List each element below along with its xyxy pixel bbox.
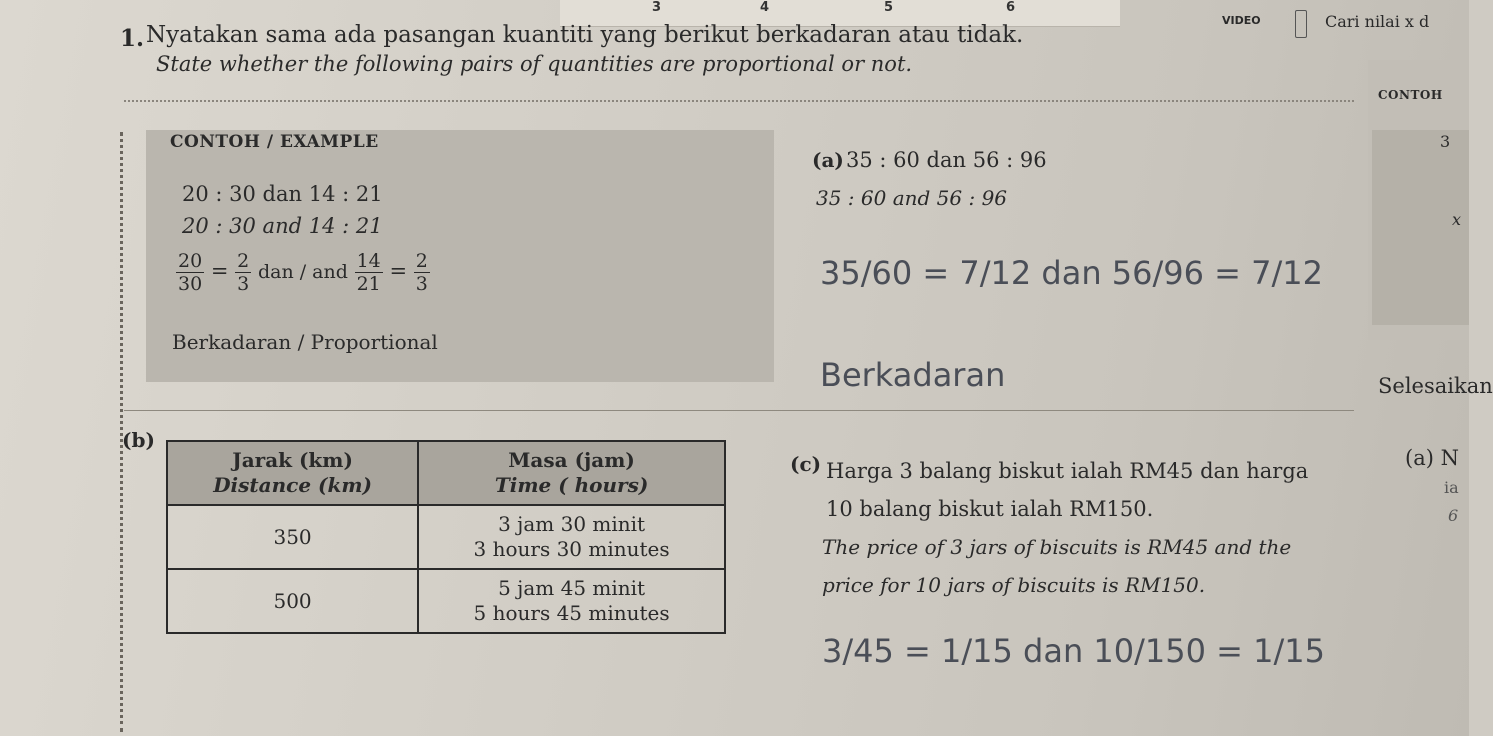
side-instruction-fragment: Cari nilai x d	[1325, 12, 1430, 31]
example-line-ms: 20 : 30 dan 14 : 21	[182, 182, 383, 206]
fraction: $\frac{2}{3}$	[415, 250, 428, 295]
table-header: Jarak (km) Distance (km)	[167, 441, 418, 505]
bookmark-icon	[1295, 10, 1307, 38]
section-divider	[124, 410, 1354, 411]
fraction: $\frac{2}{3}$	[237, 250, 250, 295]
tab-number: 6	[1006, 0, 1016, 15]
table-cell: 500	[167, 569, 418, 633]
table-cell: 3 jam 30 minit 3 hours 30 minutes	[418, 505, 725, 569]
part-a-label: (a)	[812, 148, 844, 172]
handwritten-answer-c: 3/45 = 1/15 dan 10/150 = 1/15	[822, 632, 1326, 670]
question-text-ms: Nyatakan sama ada pasangan kuantiti yang berikut berkadaran atau tidak.	[146, 22, 1024, 48]
part-b-label: (b)	[122, 428, 155, 452]
tab-number: 4	[760, 0, 770, 15]
fraction: $\frac{14}{21}$	[356, 250, 381, 295]
fraction: $\frac{20}{30}$	[178, 250, 203, 295]
example-fractions: $\frac{20}{30}$ = $\frac{2}{3}$ dan / and $\frac{14}{21}$ = $\frac{2}{3}$	[178, 250, 428, 295]
question-number: 1.	[120, 25, 145, 52]
part-c-label: (c)	[790, 452, 822, 476]
example-conclusion: Berkadaran / Proportional	[172, 330, 438, 354]
tab-number: 3	[652, 0, 662, 15]
handwritten-conclusion-a: Berkadaran	[820, 356, 1006, 394]
table-cell: 350	[167, 505, 418, 569]
table-cell: 5 jam 45 minit 5 hours 45 minutes	[418, 569, 725, 633]
right-fragment: 3	[1440, 132, 1451, 151]
dotted-divider	[124, 100, 1354, 102]
example-line-en: 20 : 30 and 14 : 21	[182, 214, 383, 238]
handwritten-answer-a: 35/60 = 7/12 dan 56/96 = 7/12	[820, 254, 1324, 292]
part-a-text-ms: 35 : 60 dan 56 : 96	[846, 148, 1047, 172]
distance-time-table	[166, 440, 726, 634]
video-logo: VIDEO	[1222, 14, 1261, 27]
question-text-en: State whether the following pairs of quantities are proportional or not.	[156, 52, 913, 76]
table-row	[167, 569, 725, 633]
connector: dan / and	[257, 261, 348, 283]
table-header-row	[167, 441, 725, 505]
right-fragment: ia	[1444, 478, 1459, 497]
part-a-text-en: 35 : 60 and 56 : 96	[816, 186, 1008, 210]
right-fragment: 6	[1448, 506, 1459, 525]
right-part-label: (a) N	[1405, 446, 1459, 470]
tab-number: 5	[884, 0, 894, 15]
example-title: CONTOH / EXAMPLE	[170, 132, 379, 152]
part-c-text-ms: Harga 3 balang biskut ialah RM45 dan harga 10 balang biskut ialah RM150.	[826, 459, 1309, 521]
part-c-text-en: The price of 3 jars of biscuits is RM45 and the price for 10 jars of biscuits is RM150.	[822, 535, 1292, 597]
right-fragment: x	[1452, 210, 1462, 229]
table-row	[167, 505, 725, 569]
table-header: Masa (jam) Time ( hours)	[418, 441, 725, 505]
right-instruction: Selesaikan	[1378, 374, 1493, 398]
right-example-title: CONTOH	[1378, 88, 1443, 102]
